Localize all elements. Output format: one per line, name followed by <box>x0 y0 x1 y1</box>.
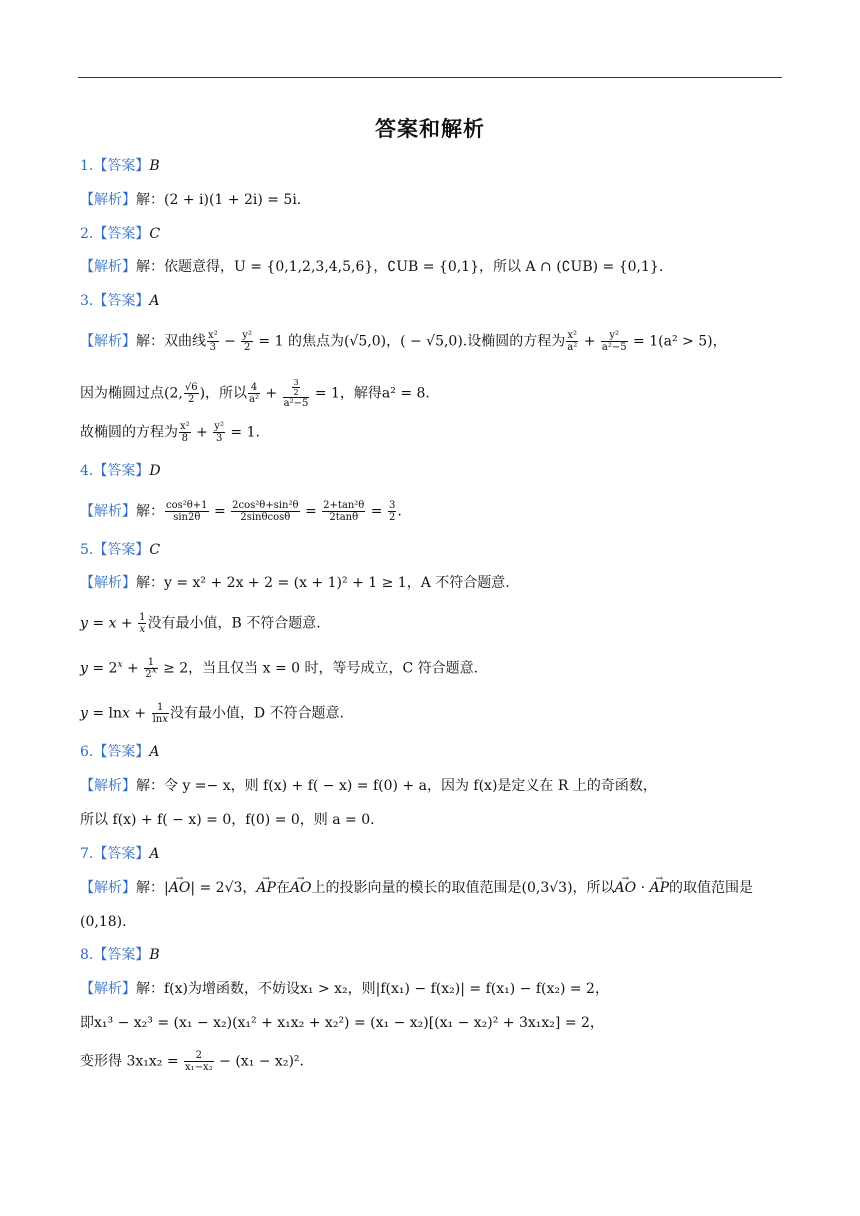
q3-answer <box>80 290 784 312</box>
q6-number: 6. <box>80 744 94 760</box>
q6-explanation-line1 <box>80 775 784 797</box>
q4-frac-3: $\frac{\text{2+tan²θ}}{2\tan\theta}$ <box>323 500 365 523</box>
q5-line2: 没有最小值，B 不符合题意. <box>147 615 321 632</box>
q2-expl-tag: 【解析】 <box>80 259 136 275</box>
q7-line2: (0,18). <box>80 914 127 930</box>
q5-explanation-line1 <box>80 572 784 594</box>
q8-explanation-line2 <box>80 1012 784 1034</box>
q3-line3-a: 故椭圆的方程为 <box>80 424 178 441</box>
q3-text-b: = 1 的焦点为(√5,0)，( − √5,0).设椭圆的方程为 <box>253 333 566 350</box>
q2-answer-tag: 【答案】 <box>93 226 150 242</box>
q3-frac-y2-a2-5: $\frac{\text{y²}}{\text{a²−5}}$ <box>601 330 627 353</box>
q5-frac-1-x: $\frac{1}{x}$ <box>139 612 146 635</box>
q7-answer-value: A <box>149 846 160 862</box>
q3-line3-b: = 1. <box>225 424 260 441</box>
q8-frac-2-x1-x2: $\frac{2}{\text{x₁−x₂}}$ <box>185 1050 213 1073</box>
q3-frac-x2-3: $\frac{\text{x²}}{3}$ <box>208 330 218 353</box>
q5-text: 解：y = x² + 2x + 2 = (x + 1)² + 1 ≥ 1，A 不符合题意. <box>136 575 510 591</box>
q7-answer <box>80 843 784 865</box>
q8-expl-tag: 【解析】 <box>80 981 136 997</box>
q5-answer-tag: 【答案】 <box>93 542 150 558</box>
q3-expl-tag: 【解析】 <box>80 333 136 350</box>
q1-expl-tag: 【解析】 <box>80 192 136 208</box>
q5-explanation-line3: $y = 2^x$ + $\frac{1}{2^x}$ ≥ 2，当且仅当 x = 0 时，等号成立，C 符合题意. <box>80 657 479 680</box>
q6-text: 解：令 y =− x，则 f(x) + f( − x) = f(0) + a，因为 f(x)是定义在 R 上的奇函数， <box>136 778 657 794</box>
q3-line2-a: 因为椭圆过点(2, <box>80 385 183 402</box>
q5-line4: 没有最小值，D 不符合题意. <box>169 705 344 722</box>
q8-explanation-line1 <box>80 978 784 1000</box>
q8-line3-a: 变形得 3x₁x₂ = <box>80 1053 184 1070</box>
q3-explanation-line2: 因为椭圆过点(2, $\frac{√6}{2}$ )，所以 $\frac{4}{\text{a²}}$ + $\frac{\frac{3}{2}}{\text{a²−5}}$ = 1，解得a² = 8. <box>80 378 430 409</box>
q5-number: 5. <box>80 542 94 558</box>
q3-frac-y2-3: $\frac{\text{y²}}{3}$ <box>214 421 224 444</box>
q5-answer-value: C <box>149 542 161 558</box>
q3-text-a: 解：双曲线 <box>136 333 206 350</box>
q5-explanation-line2: y = x + $\frac{1}{x}$ 没有最小值，B 不符合题意. <box>80 612 321 635</box>
q3-answer-tag: 【答案】 <box>93 293 150 309</box>
q3-frac-x2-a2: $\frac{\text{x²}}{\text{a²}}$ <box>567 330 578 353</box>
q7-answer-tag: 【答案】 <box>93 846 150 862</box>
q4-number: 4. <box>80 463 94 479</box>
q4-answer <box>80 460 784 482</box>
q4-explanation: 【解析】解： $\frac{\text{cos²θ+1}}{\sin 2\theta}$ = $\frac{\text{2cos²θ+sin²θ}}{2\sin\theta\cos\theta}$ = $\frac{\text{2+tan²θ}}{2\tan\theta}$ = $\frac{3}{2}$ . <box>80 500 402 523</box>
q6-expl-tag: 【解析】 <box>80 778 136 794</box>
q3-number: 3. <box>80 293 94 309</box>
q1-explanation <box>80 189 784 211</box>
q3-frac-x2-8: $\frac{\text{x²}}{8}$ <box>180 421 190 444</box>
q5-expl-tag: 【解析】 <box>80 575 136 591</box>
q3-line2-b: )，所以 <box>199 385 248 402</box>
q3-frac-4-a2: $\frac{4}{\text{a²}}$ <box>249 382 260 405</box>
q6-answer-value: A <box>149 744 160 760</box>
q2-answer-value: C <box>149 226 161 242</box>
q7-number: 7. <box>80 846 94 862</box>
q6-answer-tag: 【答案】 <box>93 744 150 760</box>
q4-text-end: . <box>397 503 402 520</box>
q8-answer-tag: 【答案】 <box>93 947 150 963</box>
q2-expl-text: 解：依题意得，U = {0,1,2,3,4,5,6}，∁UB = {0,1}，所以 A ∩ (∁UB) = {0,1}. <box>136 259 664 275</box>
q8-text: 解：f(x)为增函数，不妨设x₁ > x₂，则|f(x₁) − f(x₂)| = f(x₁) − f(x₂) = 2， <box>136 981 609 997</box>
q1-answer-tag: 【答案】 <box>93 158 150 174</box>
q1-number: 1. <box>80 158 94 174</box>
q5-answer <box>80 539 784 561</box>
q4-frac-2: $\frac{\text{2cos²θ+sin²θ}}{2\sin\theta\cos\theta}$ <box>232 500 299 523</box>
q3-frac-nested: $\frac{\frac{3}{2}}{\text{a²−5}}$ <box>283 378 309 409</box>
q4-answer-tag: 【答案】 <box>93 463 150 479</box>
q6-answer <box>80 741 784 763</box>
q3-frac-y2-2: $\frac{\text{y²}}{2}$ <box>242 330 252 353</box>
q1-answer-value: B <box>149 158 160 174</box>
q3-line2-c: = 1，解得a² = 8. <box>310 385 430 402</box>
q8-answer <box>80 944 784 966</box>
q5-explanation-line4: y = lnx + $\frac{1}{\ln x}$ 没有最小值，D 不符合题意. <box>80 702 344 725</box>
q4-frac-4: $\frac{3}{2}$ <box>388 500 396 523</box>
q8-explanation-line3 <box>80 1050 784 1073</box>
q3-frac-sqrt6-2: $\frac{√6}{2}$ <box>184 382 198 405</box>
q1-expl-text: 解：(2 + i)(1 + 2i) = 5i. <box>136 192 302 208</box>
q6-line2: 所以 f(x) + f( − x) = 0，f(0) = 0，则 a = 0. <box>80 812 375 828</box>
q1-answer <box>80 155 784 177</box>
q4-frac-1: $\frac{\text{cos²θ+1}}{\sin 2\theta}$ <box>166 500 208 523</box>
q3-text-c: = 1(a² > 5)， <box>628 333 727 350</box>
q5-line3: ≥ 2，当且仅当 x = 0 时，等号成立，C 符合题意. <box>158 660 479 677</box>
q6-explanation-line2 <box>80 809 784 831</box>
q5-frac-1-2x: $\frac{1}{2^x}$ <box>145 657 157 680</box>
q8-line3-b: − (x₁ − x₂)². <box>214 1053 304 1070</box>
header-rule <box>78 77 782 78</box>
q4-answer-value: D <box>149 463 161 479</box>
q7-explanation-line2 <box>80 911 784 933</box>
q4-text-a: 解： <box>136 503 164 520</box>
q7-explanation-line1: 【解析】解：|→ AO| = 2√3，→ AP在→ AO上的投影向量的模长的取值范围是(0,3√3)，所以→ AO · → AP的取值范围是 <box>80 877 784 899</box>
q3-explanation-line1: 【解析】解：双曲线 $\frac{\text{x²}}{3}$ − $\frac{\text{y²}}{2}$ = 1 的焦点为(√5,0)，( − √5,0).设椭圆的方程为 $\frac{\text{x²}}{\text{a²}}$ + $\frac{\text{y²}}{\text{a²−5}}$ = 1(a² > 5)， <box>80 330 727 353</box>
page-title: 答案和解析 <box>375 117 485 141</box>
q2-answer <box>80 223 784 245</box>
q3-answer-value: A <box>149 293 160 309</box>
q8-answer-value: B <box>149 947 160 963</box>
q3-explanation-line3: 故椭圆的方程为 $\frac{\text{x²}}{8}$ + $\frac{\text{y²}}{3}$ = 1. <box>80 421 260 444</box>
q2-explanation <box>80 256 784 278</box>
q2-number: 2. <box>80 226 94 242</box>
q8-number: 8. <box>80 947 94 963</box>
q7-expl-tag: 【解析】 <box>80 880 136 896</box>
q5-frac-1-lnx: $\frac{1}{\ln x}$ <box>152 702 168 725</box>
q8-line2: 即x₁³ − x₂³ = (x₁ − x₂)(x₁² + x₁x₂ + x₂²) = (x₁ − x₂)[(x₁ − x₂)² + 3x₁x₂] = 2， <box>80 1015 604 1031</box>
q4-expl-tag: 【解析】 <box>80 503 136 520</box>
